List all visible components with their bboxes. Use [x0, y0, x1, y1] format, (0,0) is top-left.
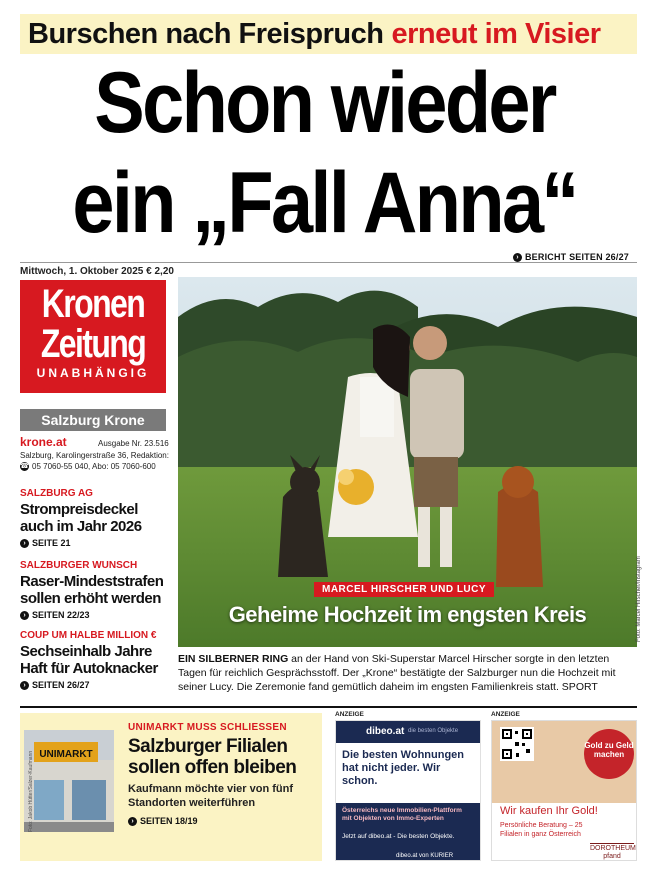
- dibeo-logo-sub: die besten Objekte: [408, 728, 459, 734]
- teaser-2[interactable]: [20, 560, 170, 620]
- arrow-right-icon: ›: [20, 681, 29, 690]
- story-text: [128, 722, 322, 826]
- teaser-headline: Sechseinhalb Jahre Haft für Autoknacker: [20, 643, 158, 677]
- teaser-page-label: SEITE 21: [32, 538, 71, 548]
- divider: [20, 262, 637, 263]
- dibeo-footer: dibeo.at von KURIER: [396, 853, 454, 859]
- dibeo-pink-text: Österreichs neue Immobilien-Plattform mit Objekten von Immo-Experten: [342, 807, 462, 822]
- arrow-right-icon: ›: [128, 817, 137, 826]
- ad-label: ANZEIGE: [491, 711, 520, 718]
- arrow-right-icon: ›: [20, 611, 29, 620]
- address: Salzburg, Karolingerstraße 36, Redaktion:: [20, 451, 169, 460]
- headline-line-2[interactable]: ein „Fall Anna“: [72, 155, 577, 251]
- dibeo-headline: Die besten Wohnungen hat nicht jeder. Wir schon.: [342, 749, 465, 787]
- ad-label: ANZEIGE: [335, 711, 364, 718]
- teaser-page-label: SEITEN 26/27: [32, 680, 90, 690]
- store-photo-illustration: [24, 730, 114, 832]
- story-kicker: UNIMARKT MUSS SCHLIESSEN: [128, 722, 287, 733]
- story-page-label: SEITEN 18/19: [140, 816, 198, 826]
- lead-text: an der Hand von Ski-Superstar Marcel Hirscher sorgte in den letzten Tagen für reichlich Gesprächsstoff. Der „Krone“ bestätigte der Salzburger nun die Hochzeit mit seiner Lucy. Die Zeremonie fand gemütlich daheim im engsten Familienkreis statt. SPORT: [178, 653, 616, 693]
- masthead-logo[interactable]: [20, 280, 166, 393]
- kicker-bar: [20, 14, 637, 54]
- story-page: [128, 816, 322, 826]
- kicker-black: Burschen nach Freispruch: [28, 17, 384, 50]
- kicker-red: erneut im Visier: [391, 17, 601, 50]
- site-link[interactable]: krone.at: [20, 435, 67, 449]
- teaser-page: [20, 610, 170, 620]
- teaser-3[interactable]: [20, 630, 170, 690]
- photo-label: MARCEL HIRSCHER UND LUCY: [314, 582, 494, 597]
- store-photo: [24, 730, 114, 832]
- bericht-link[interactable]: [513, 252, 629, 262]
- bottom-divider: [20, 706, 637, 708]
- dibeo-white-text: Jetzt auf dibeo.at - Die besten Objekte.: [342, 833, 455, 840]
- photo-credit: Foto: Marcel Hirscher/Instagram: [636, 556, 642, 642]
- dateline: Mittwoch, 1. Oktober 2025 € 2,20: [20, 266, 174, 277]
- teaser-kicker: SALZBURGER WUNSCH: [20, 560, 138, 571]
- qr-code-icon: [500, 727, 534, 761]
- teaser-1[interactable]: [20, 488, 170, 548]
- phone-icon: ☎: [20, 463, 29, 471]
- arrow-right-icon: ›: [20, 539, 29, 548]
- story-headline[interactable]: Salzburger Filialen sollen offen bleiben: [128, 736, 297, 778]
- qr-code-graphic: [500, 727, 534, 761]
- lead-paragraph: [178, 652, 638, 694]
- dorotheum-body: Persönliche Beratung – 25 Filialen in ganz Österreich: [500, 822, 583, 838]
- teaser-kicker: COUP UM HALBE MILLION €: [20, 630, 157, 641]
- dibeo-logo: dibeo.at: [366, 726, 405, 737]
- phones: [20, 461, 170, 472]
- issue-number: Ausgabe Nr. 23.516: [98, 439, 169, 448]
- teaser-page-label: SEITEN 22/23: [32, 610, 90, 620]
- phone-numbers: 05 7060-55 040, Abo: 05 7060-600: [32, 462, 156, 471]
- teaser-headline: Raser-Mindeststrafen sollen erhöht werden: [20, 573, 164, 607]
- gold-badge: Gold zu Geld machen: [584, 729, 634, 779]
- masthead-title-2: Zeitung: [40, 322, 146, 366]
- store-sign: UNIMARKT: [39, 749, 93, 760]
- teaser-page: [20, 538, 170, 548]
- bericht-label: BERICHT SEITEN 26/27: [524, 252, 629, 262]
- arrow-right-icon: ›: [513, 253, 522, 262]
- edition-label: Salzburg Krone: [20, 409, 166, 431]
- dorotheum-ad[interactable]: [491, 720, 637, 861]
- dorotheum-logo: DOROTHEUM pfand: [590, 845, 636, 860]
- story-sub: Kaufmann möchte vier von fünf Standorten weiterführen: [128, 783, 294, 809]
- teaser-page: [20, 680, 170, 690]
- teaser-kicker: SALZBURG AG: [20, 488, 93, 499]
- teaser-headline: Strompreisdeckel auch im Jahr 2026: [20, 501, 142, 535]
- headline-line-1[interactable]: Schon wieder: [94, 55, 555, 151]
- masthead-tagline: UNABHÄNGIG: [36, 366, 150, 380]
- masthead-title-1: Kronen: [41, 282, 145, 326]
- story-credit: Foto: Jakob Hütter/Salzer-Kaufmann: [28, 750, 34, 832]
- photo-caption[interactable]: Geheime Hochzeit im engsten Kreis: [228, 602, 587, 627]
- dorotheum-headline: Wir kaufen Ihr Gold!: [500, 805, 598, 817]
- dibeo-ad[interactable]: [335, 720, 481, 861]
- address-block: [20, 450, 170, 472]
- lead-bold: EIN SILBERNER RING: [178, 653, 289, 665]
